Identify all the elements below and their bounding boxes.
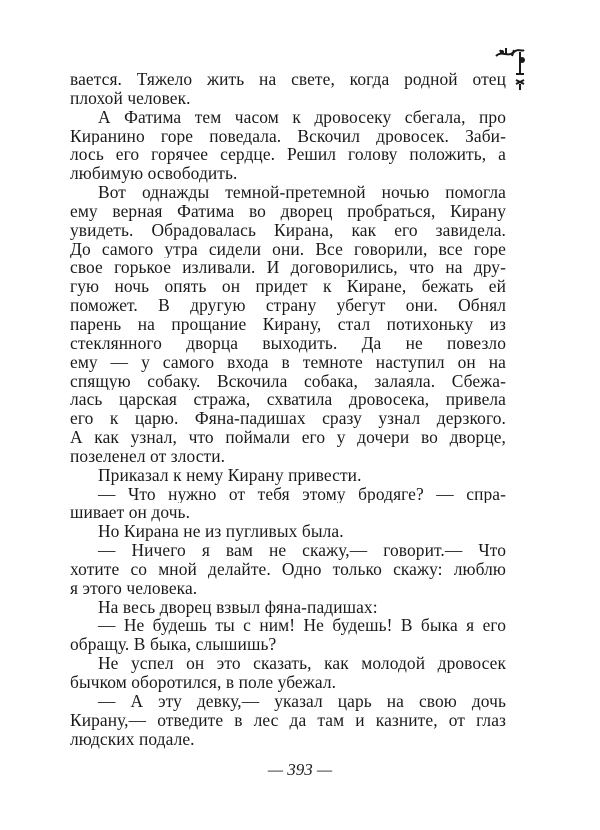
text-line: лась царская стража, схватила дровосека, привела — [70, 390, 506, 410]
text-line: Не успел он это сказать, как молодой дровосек — [98, 654, 506, 673]
text-line: — Не будешь ты с ним! Не будешь! В быка я его — [98, 616, 506, 636]
text-line: поможет. В другую страну убегут они. Обнял — [70, 296, 506, 315]
text-line: До самого утра сидели они. Все говорили, все горе — [70, 239, 506, 259]
text-line: На весь дворец взвыл фяна-падишах: — [98, 596, 378, 617]
text-line: — А эту девку,— указал царь на свою дочь — [98, 691, 506, 711]
text-line: увидеть. Обрадовалась Кирана, как его завидела. — [70, 220, 506, 240]
text-line: — Что нужно от тебя этому бродяге? — спра- — [98, 484, 506, 504]
text-line: парень на прощание Кирану, стал потихоньку из — [70, 314, 506, 334]
text-line: хотите со мной делайте. Одно только скажу: люблю — [70, 559, 506, 579]
text-line: Но Кирана не из пугливых была. — [98, 521, 344, 542]
text-line: ему — у самого входа в темноте наступил он на — [70, 352, 506, 372]
text-line: плохой человек. — [70, 87, 191, 108]
text-line: свое горькое изливали. И договорились, что на дру- — [70, 258, 506, 278]
text-line: ему верная Фатима во дворец пробраться, Кирану — [70, 201, 506, 221]
text-line: стеклянного дворца выходить. Да не повезло — [70, 333, 506, 353]
text-line: — Ничего я вам не скажу,— говорит.— Что — [98, 541, 506, 560]
text-line: Кирану,— отведите в лес да там и казните, от глаз — [70, 710, 506, 730]
text-line: Приказал к нему Кирану привести. — [98, 464, 362, 485]
book-page-text — [70, 70, 506, 748]
text-line: бычком оборотился, в поле убежал. — [70, 672, 337, 692]
text-line: обращу. В быка, слышишь? — [70, 634, 277, 655]
text-line: любимую освободить. — [70, 163, 238, 184]
text-line: людских подале. — [70, 728, 195, 749]
text-line: Киранино горе поведала. Вскочил дровосек. Заби- — [70, 126, 506, 146]
text-line: Вот однажды темной-претемной ночью помогла — [98, 183, 506, 202]
text-line: спящую собаку. Вскочила собака, залаяла. Сбежа- — [70, 371, 506, 391]
text-line: я этого человека. — [70, 577, 198, 598]
page-number: — 393 — — [267, 760, 333, 779]
text-line: его к царю. Фяна-падишах сразу узнал дерзкого. — [70, 409, 506, 429]
text-line: позеленел от злости. — [70, 445, 226, 466]
text-line: шивает он дочь. — [70, 502, 191, 523]
text-line: А Фатима тем часом к дровосеку сбегала, про — [98, 107, 506, 127]
text-line: вается. Тяжело жить на свете, когда родной отец — [70, 70, 506, 89]
text-line: лось его горячее сердце. Решил голову положить, а — [70, 145, 506, 165]
text-line: гую ночь опять он придет к Киране, бежать ей — [70, 277, 506, 297]
text-line: А как узнал, что поймали его у дочери во дворце, — [70, 428, 506, 447]
